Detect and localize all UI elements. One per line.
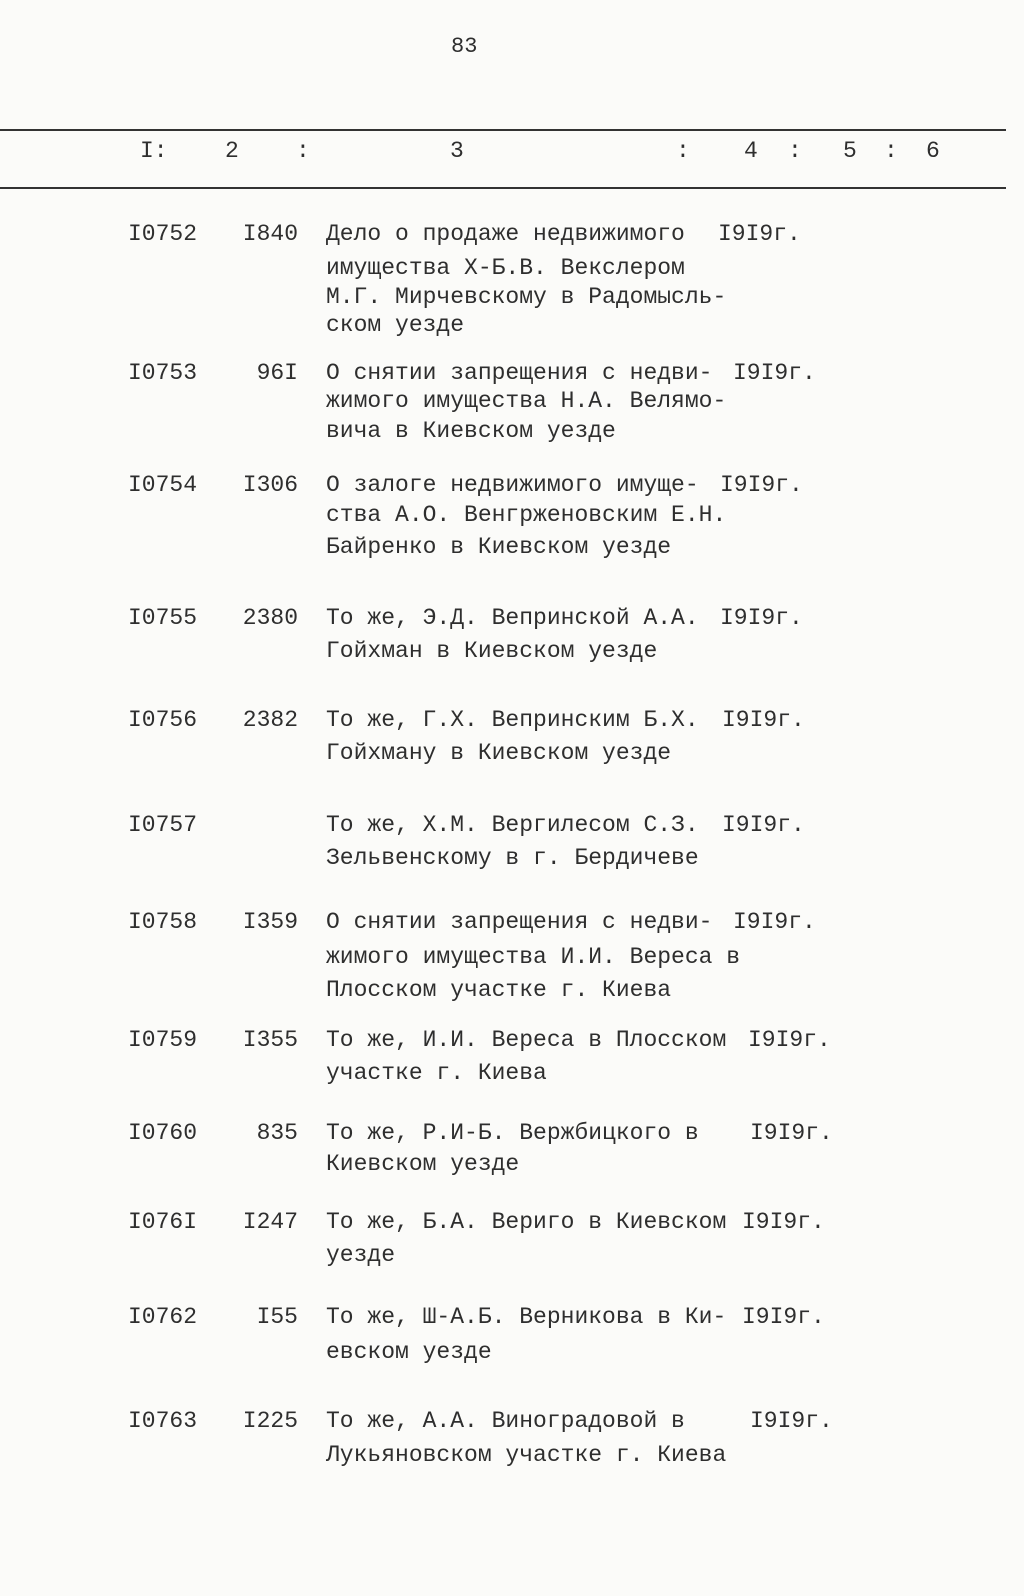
archive-number: I355 bbox=[242, 1027, 298, 1053]
entry-description-line: жимого имущества И.И. Вереса в bbox=[326, 944, 741, 970]
entry-description-line: То же, Р.И-Б. Вержбицкого в bbox=[326, 1120, 699, 1146]
entry-description-line: Дело о продаже недвижимого bbox=[326, 221, 685, 247]
entry-year: I9I9г. bbox=[750, 1120, 833, 1146]
entry-description-line: Гойхман в Киевском уезде bbox=[326, 638, 658, 664]
archive-number: 96I bbox=[256, 360, 298, 386]
page-number: 83 bbox=[451, 34, 478, 59]
column-header-3: 3 bbox=[450, 138, 464, 164]
entry-year: I9I9г. bbox=[733, 360, 816, 386]
entry-number: I0754 bbox=[128, 472, 198, 498]
entry-description-line: Плосском участке г. Киева bbox=[326, 977, 672, 1003]
column-header-2: 2 bbox=[225, 138, 239, 164]
header-bottom-rule bbox=[0, 187, 1006, 189]
entry-number: I0753 bbox=[128, 360, 198, 386]
entry-number: I0752 bbox=[128, 221, 198, 247]
entry-description-line: То же, Э.Д. Вепринской А.А. bbox=[326, 605, 699, 631]
header-top-rule bbox=[0, 129, 1006, 131]
archive-number: 835 bbox=[256, 1120, 298, 1146]
entry-year: I9I9г. bbox=[750, 1408, 833, 1434]
entry-year: I9I9г. bbox=[722, 707, 805, 733]
entry-description-line: Лукьяновском участке г. Киева bbox=[326, 1442, 727, 1468]
column-separator: : bbox=[296, 138, 310, 164]
entry-description-line: О снятии запрещения с недви- bbox=[326, 360, 713, 386]
entry-number: I0762 bbox=[128, 1304, 198, 1330]
entry-description-line: жимого имущества Н.А. Велямо- bbox=[326, 388, 727, 414]
entry-year: I9I9г. bbox=[720, 605, 803, 631]
entry-number: I0755 bbox=[128, 605, 198, 631]
column-separator: : bbox=[884, 138, 898, 164]
column-header-1: I: bbox=[140, 138, 168, 164]
entry-description-line: То же, Х.М. Вергилесом С.З. bbox=[326, 812, 699, 838]
entry-description-line: Киевском уезде bbox=[326, 1151, 520, 1177]
archive-number: I225 bbox=[242, 1408, 298, 1434]
entry-year: I9I9г. bbox=[742, 1304, 825, 1330]
entry-description-line: Гойхману в Киевском уезде bbox=[326, 740, 672, 766]
entry-description-line: евском уезде bbox=[326, 1339, 492, 1365]
entry-description-line: То же, И.И. Вереса в Плосском bbox=[326, 1027, 727, 1053]
entry-year: I9I9г. bbox=[742, 1209, 825, 1235]
column-separator: : bbox=[676, 138, 690, 164]
column-header-5: 5 bbox=[843, 138, 857, 164]
entry-description-line: То же, Б.А. Вериго в Киевском bbox=[326, 1209, 727, 1235]
entry-description-line: То же, Г.Х. Вепринским Б.Х. bbox=[326, 707, 699, 733]
entry-year: I9I9г. bbox=[718, 221, 801, 247]
entry-description-line: участке г. Киева bbox=[326, 1060, 547, 1086]
entry-number: I0756 bbox=[128, 707, 198, 733]
entry-description-line: Зельвенскому в г. Бердичеве bbox=[326, 845, 699, 871]
archive-number: I55 bbox=[256, 1304, 298, 1330]
entry-description-line: вича в Киевском уезде bbox=[326, 418, 616, 444]
column-header-6: 6 bbox=[926, 138, 940, 164]
entry-year: I9I9г. bbox=[720, 472, 803, 498]
archive-number: 2380 bbox=[242, 605, 298, 631]
entry-description-line: ском уезде bbox=[326, 312, 465, 338]
entry-year: I9I9г. bbox=[733, 909, 816, 935]
entry-description-line: То же, А.А. Виноградовой в bbox=[326, 1408, 685, 1434]
entry-number: I0757 bbox=[128, 812, 198, 838]
entry-number: I076I bbox=[128, 1209, 198, 1235]
entry-description-line: имущества Х-Б.В. Векслером bbox=[326, 255, 685, 281]
archive-number: I247 bbox=[242, 1209, 298, 1235]
entry-description-line: О снятии запрещения с недви- bbox=[326, 909, 713, 935]
entry-description-line: О залоге недвижимого имуще- bbox=[326, 472, 699, 498]
entry-year: I9I9г. bbox=[748, 1027, 831, 1053]
column-separator: : bbox=[788, 138, 802, 164]
archive-number: I306 bbox=[242, 472, 298, 498]
archive-number: I359 bbox=[242, 909, 298, 935]
archive-number: I840 bbox=[242, 221, 298, 247]
entry-number: I0763 bbox=[128, 1408, 198, 1434]
entry-description-line: Байренко в Киевском уезде bbox=[326, 534, 672, 560]
archive-number: 2382 bbox=[242, 707, 298, 733]
entry-description-line: То же, Ш-А.Б. Верникова в Ки- bbox=[326, 1304, 727, 1330]
entry-number: I0760 bbox=[128, 1120, 198, 1146]
entry-year: I9I9г. bbox=[722, 812, 805, 838]
entry-description-line: уезде bbox=[326, 1242, 396, 1268]
entry-description-line: ства А.О. Венгрженовским Е.Н. bbox=[326, 502, 727, 528]
entry-number: I0758 bbox=[128, 909, 198, 935]
entry-number: I0759 bbox=[128, 1027, 198, 1053]
column-header-4: 4 bbox=[744, 138, 758, 164]
entry-description-line: М.Г. Мирчевскому в Радомысль- bbox=[326, 284, 727, 310]
